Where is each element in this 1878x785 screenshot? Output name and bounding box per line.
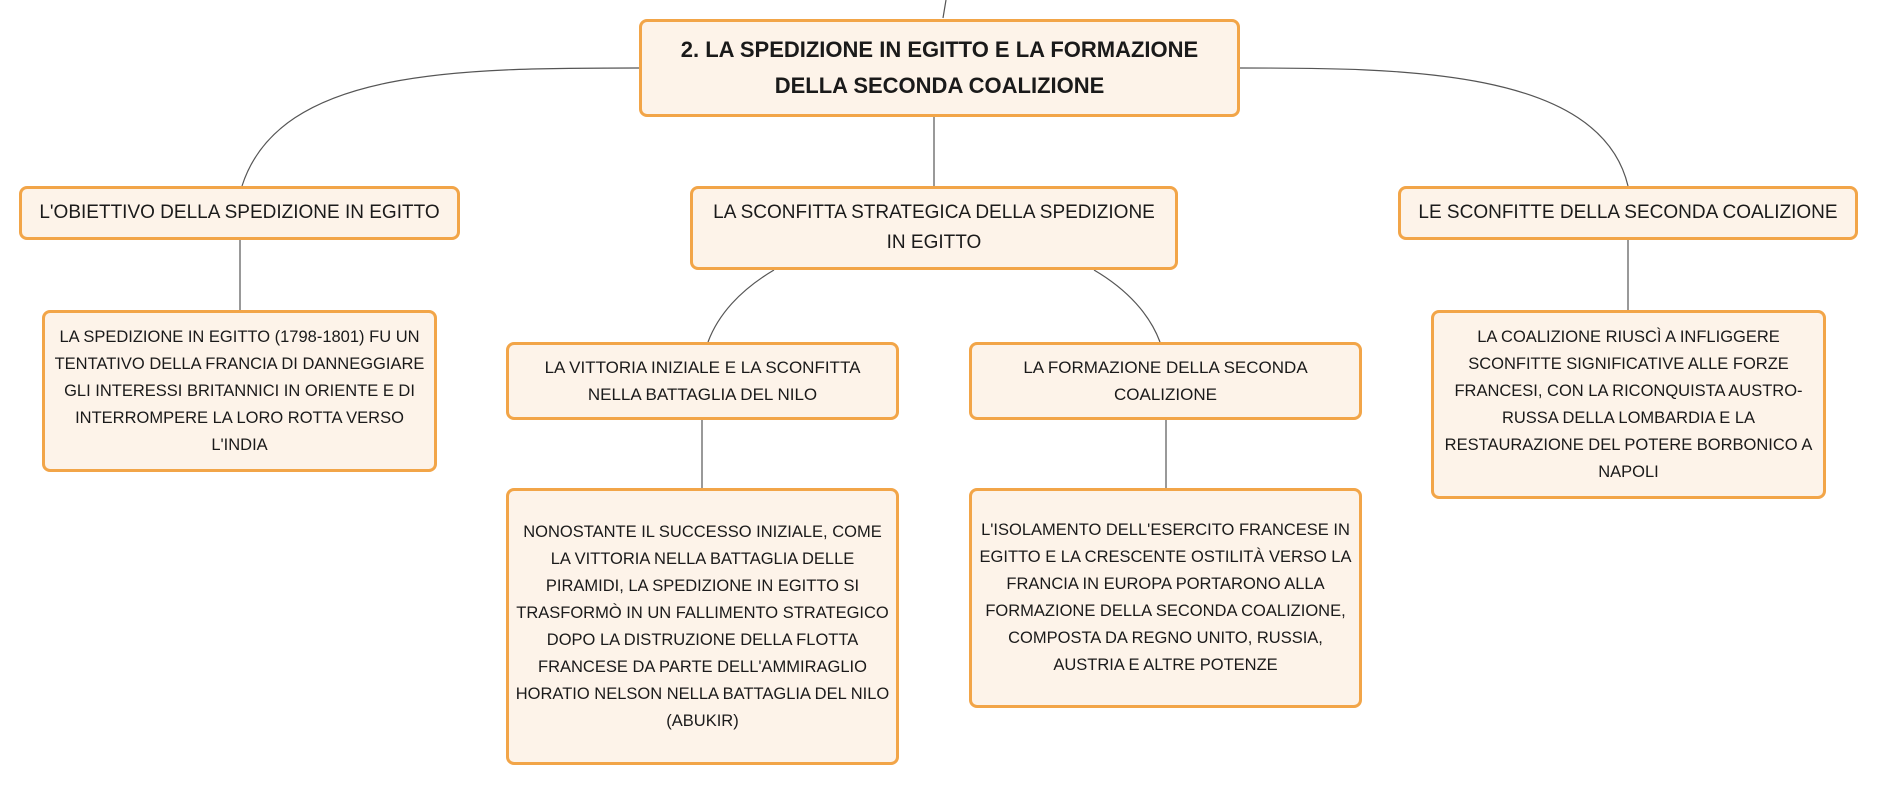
connector-strategic-to-formation (1094, 270, 1160, 342)
node-victory-nile-detail[interactable] (506, 488, 899, 765)
connector-root-to-coalition-defeats (1240, 68, 1628, 186)
node-objective-detail[interactable] (42, 310, 437, 472)
node-objective[interactable] (19, 186, 460, 240)
node-strategic-defeat-title: LA SCONFITTA STRATEGICA DELLA SPEDIZIONE IN EGITTO (713, 202, 1155, 253)
root-node[interactable] (639, 19, 1240, 117)
connector-strategic-to-victory (708, 270, 774, 342)
node-coalition-defeats-detail-text: LA COALIZIONE RIUSCÌ A INFLIGGERE SCONFITTE SIGNIFICATIVE ALLE FORZE FRANCESI, CON LA RICONQUISTA AUSTRO-RUSSA DELLA LOMBARDIA E LA RESTAURAZIONE DEL POTERE BORBONICO A NAPOLI (1444, 327, 1813, 481)
node-coalition-defeats-detail[interactable] (1431, 310, 1826, 499)
node-coalition-formation[interactable] (969, 342, 1362, 420)
root-title: 2. LA SPEDIZIONE IN EGITTO E LA FORMAZIONE DELLA SECONDA COALIZIONE (680, 37, 1199, 98)
node-coalition-formation-detail-text: L'ISOLAMENTO DELL'ESERCITO FRANCESE IN EGITTO E LA CRESCENTE OSTILITÀ VERSO LA FRANCIA IN EUROPA PORTARONO ALLA FORMAZIONE DELLA SECONDA COALIZIONE, COMPOSTA DA REGNO UNITO, RUSSIA, AUSTRIA E ALTRE POTENZE (979, 521, 1352, 674)
node-victory-nile-detail-text: NONOSTANTE IL SUCCESSO INIZIALE, COME LA VITTORIA NELLA BATTAGLIA DELLE PIRAMIDI, LA SPEDIZIONE IN EGITTO SI TRASFORMÒ IN UN FALLIMENTO STRATEGICO DOPO LA DISTRUZIONE DELLA FLOTTA FRANCESE DA PARTE DELL'AMMIRAGLIO HORATIO NELSON NELLA BATTAGLIA DEL NILO (ABUKIR) (515, 522, 890, 730)
node-objective-title: L'OBIETTIVO DELLA SPEDIZIONE IN EGITTO (39, 202, 440, 223)
connector-root-to-objective (242, 68, 640, 186)
node-coalition-defeats-title: LE SCONFITTE DELLA SECONDA COALIZIONE (1418, 202, 1838, 223)
node-coalition-formation-detail[interactable] (969, 488, 1362, 708)
connector-root-to-parent (943, 0, 946, 18)
node-victory-nile-title: LA VITTORIA INIZIALE E LA SCONFITTA NELLA BATTAGLIA DEL NILO (544, 358, 861, 404)
node-objective-detail-text: LA SPEDIZIONE IN EGITTO (1798-1801) FU UN TENTATIVO DELLA FRANCIA DI DANNEGGIARE GLI INTERESSI BRITANNICI IN ORIENTE E DI INTERROMPERE LA LORO ROTTA VERSO L'INDIA (54, 327, 425, 454)
node-strategic-defeat[interactable] (690, 186, 1178, 270)
node-coalition-formation-title: LA FORMAZIONE DELLA SECONDA COALIZIONE (1023, 358, 1308, 404)
node-victory-nile[interactable] (506, 342, 899, 420)
node-coalition-defeats[interactable] (1398, 186, 1858, 240)
